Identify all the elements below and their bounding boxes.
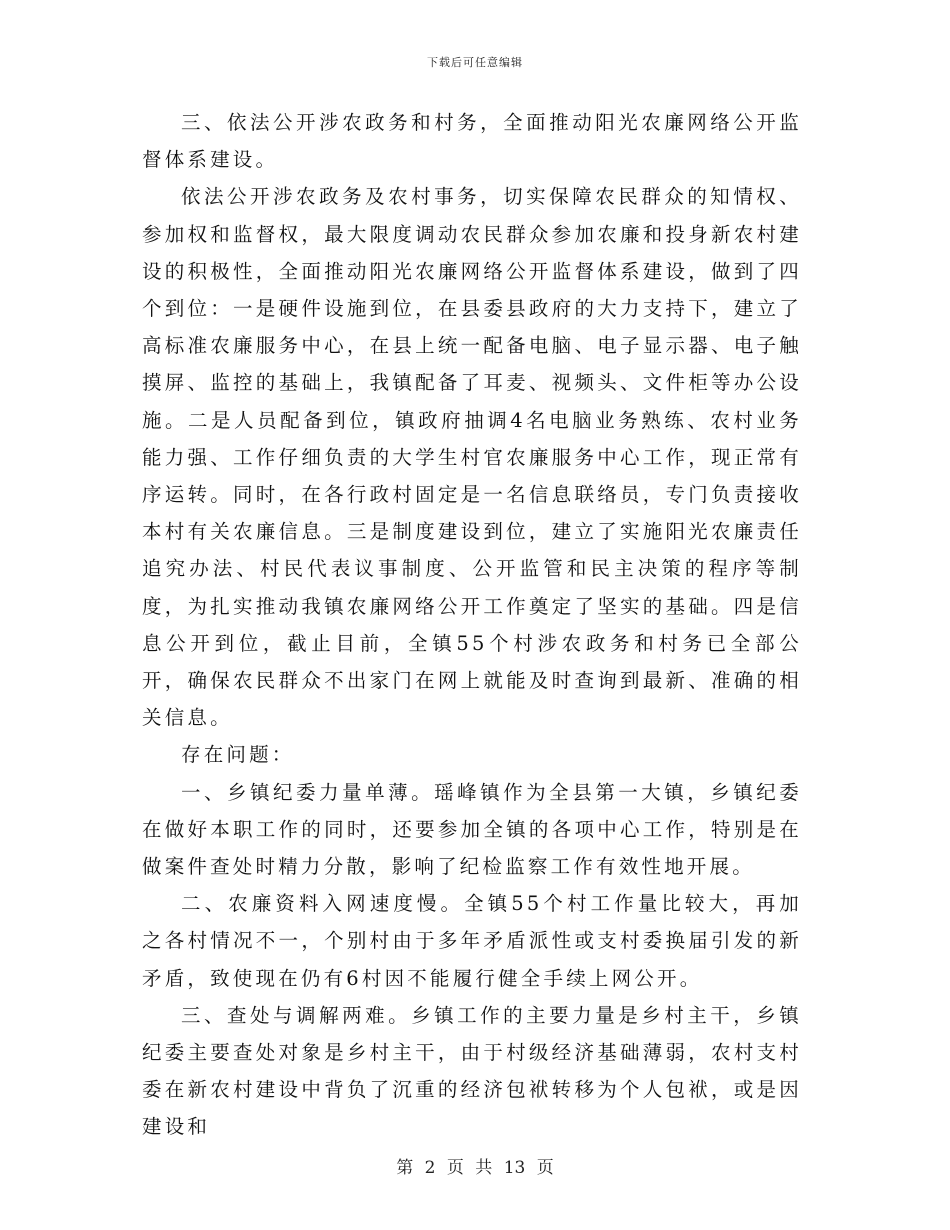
paragraph-problems-heading: 存在问题： — [181, 743, 295, 767]
paragraph-problem-two: 二、农廉资料入网速度慢。全镇55个村工作量比较大，再加之各村情况不一，个别村由于多年矛盾派性或支村委换届引发的新矛盾，致使现在仍有6村因不能履行健全手续上网公开。 — [142, 892, 802, 990]
document-body — [142, 104, 802, 1146]
paragraph-problem-one: 一、乡镇纪委力量单薄。瑶峰镇作为全县第一大镇，乡镇纪委在做好本职工作的同时，还要参加全镇的各项中心工作，特别是在做案件查处时精力分散，影响了纪检监察工作有效性地开展。 — [142, 780, 802, 879]
page-header: 下载后可任意编辑 — [427, 56, 523, 69]
paragraph-disclosure-details: 依法公开涉农政务及农村事务，切实保障农民群众的知情权、参加权和监督权，最大限度调动农民群众参加农廉和投身新农村建设的积极性，全面推动阳光农廉网络公开监督体系建设，做到了四个到位：一是硬件设施到位，在县委县政府的大力支持下，建立了高标准农廉服务中心，在县上统一配备电脑、电子显示器、电子触摸屏、监控的基础上，我镇配备了耳麦、视频头、文件柜等办公设施。二是人员配备到位，镇政府抽调4名电脑业务熟练、农村业务能力强、工作仔细负责的大学生村官农廉服务中心工作，现正常有序运转。同时，在各行政村固定是一名信息联络员，专门负责接收本村有关农廉信息。三是制度建设到位，建立了实施阳光农廉责任追究办法、村民代表议事制度、公开监管和民主决策的程序等制度，为扎实推动我镇农廉网络公开工作奠定了坚实的基础。四是信息公开到位，截止目前，全镇55个村涉农政务和村务已全部公开，确保农民群众不出家门在网上就能及时查询到最新、准确的相关信息。 — [142, 185, 802, 730]
paragraph-problem-three: 三、查处与调解两难。乡镇工作的主要力量是乡村主干，乡镇纪委主要查处对象是乡村主干，由于村级经济基础薄弱，农村支村委在新农村建设中背负了沉重的经济包袱转移为个人包袱，或是因建设和 — [142, 1003, 802, 1139]
paragraph-section-three-title: 三、依法公开涉农政务和村务，全面推动阳光农廉网络公开监督体系建设。 — [142, 111, 802, 172]
page-footer: 第 2 页 共 13 页 — [396, 1158, 554, 1178]
